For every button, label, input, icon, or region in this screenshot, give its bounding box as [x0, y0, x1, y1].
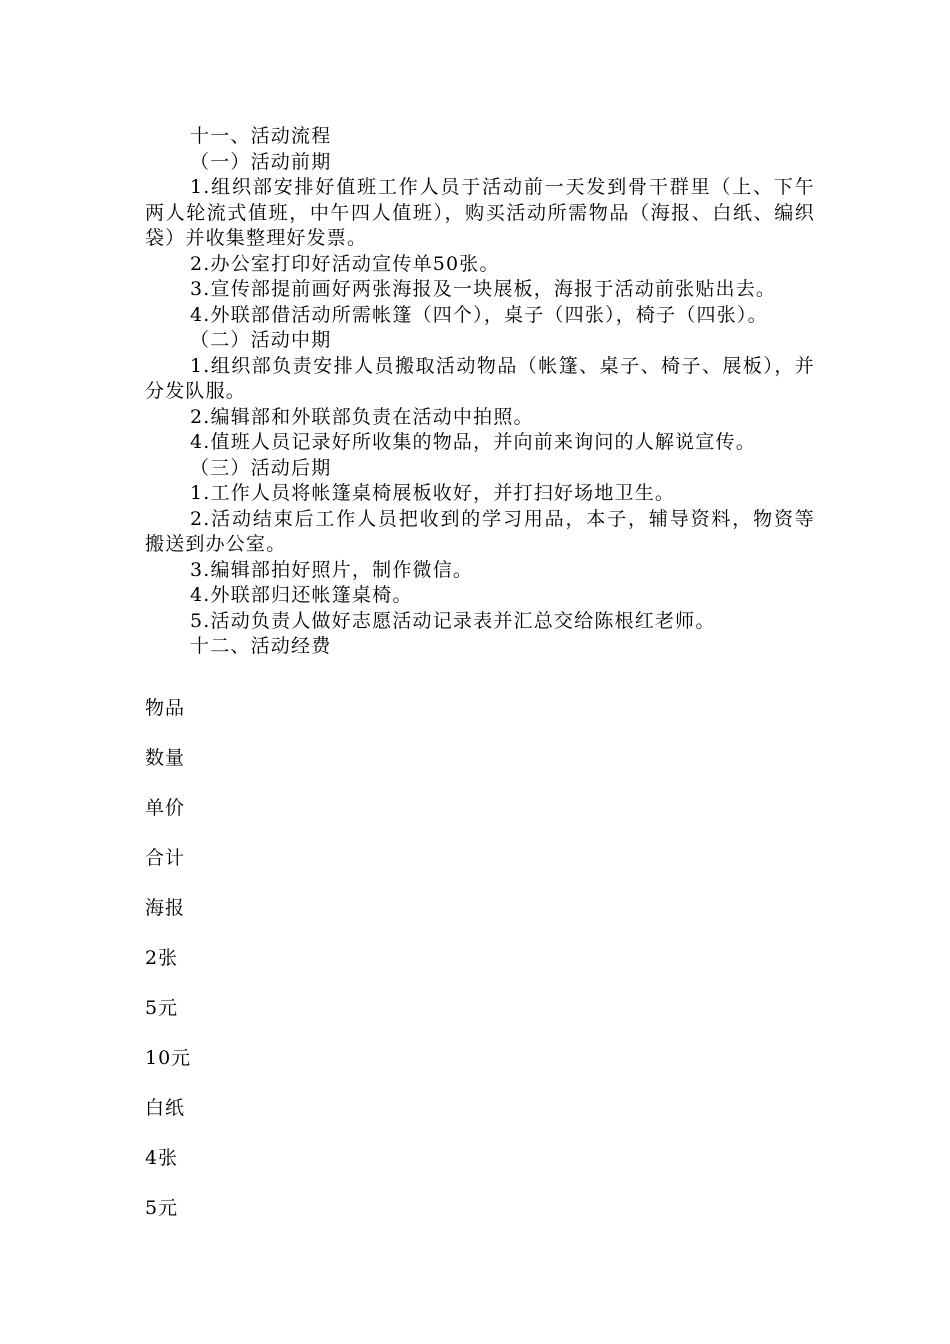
- budget-cell: 5元: [145, 997, 179, 1019]
- paragraph-mid-2: 2.编辑部和外联部负责在活动中拍照。: [190, 405, 534, 428]
- paragraph-mid-1: 1.组织部负责安排人员搬取活动物品（帐篷、桌子、椅子、展板），并分发队服。: [145, 354, 815, 402]
- budget-cell: 5元: [145, 1197, 179, 1219]
- paragraph-post-5: 5.活动负责人做好志愿活动记录表并汇总交给陈根红老师。: [190, 609, 716, 632]
- paragraph-post-2: 2.活动结束后工作人员把收到的学习用品，本子，辅导资料，物资等搬送到办公室。: [145, 507, 815, 555]
- budget-header-quantity: 数量: [145, 747, 186, 769]
- budget-header-item: 物品: [145, 697, 186, 719]
- budget-cell: 海报: [145, 897, 186, 919]
- paragraph-pre-4: 4.外联部借活动所需帐篷（四个），桌子（四张），椅子（四张）。: [190, 303, 768, 326]
- budget-header-total: 合计: [145, 847, 186, 869]
- budget-cell: 10元: [145, 1047, 192, 1069]
- paragraph-pre-3: 3.宣传部提前画好两张海报及一块展板，海报于活动前张贴出去。: [190, 278, 777, 300]
- paragraph-pre-1: 1.组织部安排好值班工作人员于活动前一天发到骨干群里（上、下午两人轮流式值班，中午四人值班），购买活动所需物品（海报、白纸、编织袋）并收集整理好发票。: [145, 176, 815, 249]
- subheading-mid-activity: （二）活动中期: [190, 329, 332, 351]
- budget-cell: 4张: [145, 1147, 179, 1169]
- paragraph-post-3: 3.编辑部拍好照片，制作微信。: [190, 558, 474, 581]
- paragraph-post-1: 1.工作人员将帐篷桌椅展板收好，并打扫好场地卫生。: [190, 482, 676, 504]
- paragraph-mid-4: 4.值班人员记录好所收集的物品，并向前来询问的人解说宣传。: [190, 431, 756, 453]
- section-heading-activity-process: 十一、活动流程: [190, 125, 332, 147]
- budget-header-unit-price: 单价: [145, 797, 186, 819]
- document-body: [145, 124, 815, 660]
- paragraph-pre-2: 2.办公室打印好活动宣传单50张。: [190, 252, 500, 275]
- budget-table-cells: [145, 696, 445, 1246]
- paragraph-post-4: 4.外联部归还帐篷桌椅。: [190, 584, 413, 606]
- subheading-pre-activity: （一）活动前期: [190, 150, 332, 173]
- subheading-post-activity: （三）活动后期: [190, 456, 332, 479]
- budget-cell: 2张: [145, 947, 179, 969]
- budget-cell: 白纸: [145, 1097, 186, 1119]
- section-heading-activity-budget: 十二、活动经费: [190, 635, 332, 657]
